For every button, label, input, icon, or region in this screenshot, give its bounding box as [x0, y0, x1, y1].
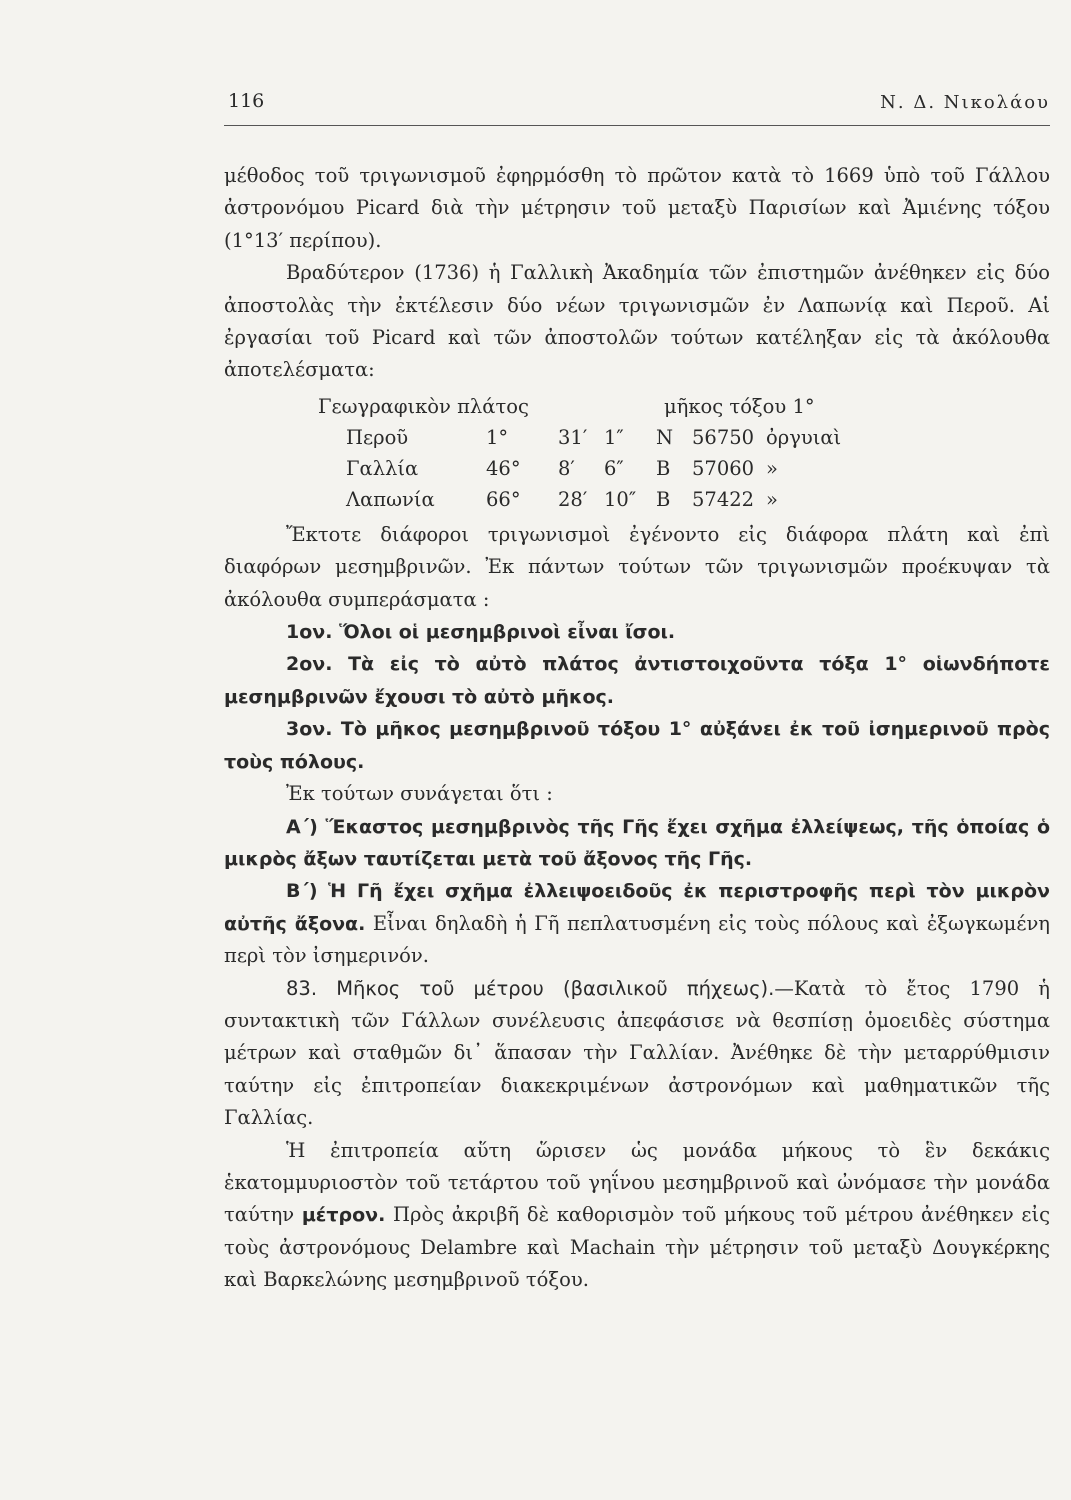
- result-text: Ἡ Γῆ ἔχει σχῆμα ἐλλειψοειδοῦς ἐκ περιστροφῆς περὶ τὸν μικρὸν αὐτῆς ἄξονα.: [224, 880, 1050, 935]
- results-table: [224, 391, 1050, 515]
- paragraph-triangulations: Ἔκτοτε διάφοροι τριγωνισμοὶ ἐγένοντο εἰς διάφορα πλάτη καὶ ἐπὶ διαφόρων μεσημβρινῶν. Ἐκ πάντων τούτων τῶν τριγωνισμῶν προέκυψαν τὰ ἀκόλουθα συμπεράσματα :: [224, 522, 1050, 611]
- table-row: [224, 484, 1050, 515]
- header-latitude: Γεωγραφικὸν πλάτος: [318, 394, 529, 418]
- conclusion-3: [224, 713, 1050, 778]
- result-text: Ἕκαστος μεσημβρινὸς τῆς Γῆς ἔχει σχῆμα ἐλλείψεως, τῆς ὁποίας ὁ μικρὸς ἄξων ταυτίζεται μετὰ τοῦ ἄξονος τῆς Γῆς.: [224, 815, 1050, 870]
- section-text: —Κατὰ τὸ ἔτος 1790 ἡ συντακτικὴ τῶν Γάλλων συνέλευσις ἀπεφάσισε νὰ θεσπίσῃ ὁμοειδὲς σύστημα μέτρων καὶ σταθμῶν δι᾽ ἅπασαν τὴν Γαλλίαν. Ἀνέθηκε δὲ τὴν μεταρρύθμισιν ταύτην εἰς ἐπιτροπείαν διακεκριμένων ἀστρονόμων καὶ μαθηματικῶν τῆς Γαλλίας.: [224, 976, 1050, 1130]
- committee-text-a: Ἡ ἐπιτροπεία αὕτη ὥρισεν ὡς μονάδα μήκους τὸ ἓν δεκάκις ἑκατομμυριοστὸν τοῦ τετάρτου τοῦ γηΐνου μεσημβρινοῦ καὶ ὠνόμασε τὴν μονάδα ταύτην: [224, 1138, 1050, 1227]
- page-body: [224, 160, 1050, 1297]
- row-seconds: 10″: [604, 487, 637, 511]
- row-unit: »: [766, 456, 778, 480]
- conclusion-text: Τὰ εἰς τὸ αὐτὸ πλάτος ἀντιστοιχοῦντα τόξα 1° οἱωνδήποτε μεσημβρινῶν ἔχουσι τὸ αὐτὸ μῆκος.: [224, 653, 1050, 708]
- header-arc-length: μῆκος τόξου 1°: [664, 394, 815, 418]
- conclusion-number: 2ον.: [286, 653, 333, 676]
- row-unit: ὀργυιαὶ: [766, 425, 842, 449]
- section-number: 83.: [286, 976, 318, 1000]
- header-rule: [224, 125, 1050, 126]
- row-direction: N: [656, 425, 674, 449]
- result-b-explanation: Εἶναι δηλαδὴ ἡ Γῆ πεπλατυσμένη εἰς τοὺς πόλους καὶ ἐξωγκωμένη περὶ τὸν ἰσημερινόν.: [224, 911, 1050, 968]
- row-direction: B: [656, 487, 671, 511]
- row-value: 57422: [692, 487, 755, 511]
- row-value: 56750: [692, 425, 755, 449]
- page-number: 116: [228, 90, 265, 112]
- row-seconds: 6″: [604, 456, 624, 480]
- row-direction: B: [656, 456, 671, 480]
- row-unit: »: [766, 487, 778, 511]
- table-row: [224, 422, 1050, 453]
- running-head: Ν. Δ. Νικολάου: [880, 92, 1050, 113]
- row-seconds: 1″: [604, 425, 624, 449]
- conclusion-text: Ὅλοι οἱ μεσημβρινοὶ εἶναι ἴσοι.: [339, 621, 676, 644]
- result-label: Β΄): [286, 880, 318, 903]
- conclusion-2: [224, 648, 1050, 713]
- committee-text-b: Πρὸς ἀκριβῆ δὲ καθορισμὸν τοῦ μήκους τοῦ μέτρου ἀνέθηκεν εἰς τοὺς ἀστρονόμους Delambre καὶ Machain τὴν μέτρησιν τοῦ μεταξὺ Δουγκέρκης καὶ Βαρκελώνης μεσημβρινοῦ τόξου.: [224, 1203, 1051, 1292]
- conclusion-number: 3ον.: [286, 718, 333, 741]
- conclusion-number: 1ον.: [286, 621, 333, 644]
- paragraph-committee: [224, 1135, 1050, 1297]
- conclusion-text: Τὸ μῆκος μεσημβρινοῦ τόξου 1° αὐξάνει ἐκ τοῦ ἰσημερινοῦ πρὸς τοὺς πόλους.: [224, 718, 1050, 773]
- row-place: Λαπωνία: [346, 487, 435, 511]
- table-row: [224, 453, 1050, 484]
- row-degrees: 46°: [486, 456, 521, 480]
- result-label: Α΄): [286, 815, 318, 838]
- section-83-paragraph: [224, 973, 1050, 1135]
- row-place: Γαλλία: [346, 456, 419, 480]
- result-b-paragraph: [224, 875, 1050, 972]
- row-value: 57060: [692, 456, 755, 480]
- metre-term: μέτρον.: [301, 1204, 386, 1227]
- result-a: [224, 811, 1050, 876]
- row-minutes: 31′: [558, 425, 588, 449]
- section-title: Μῆκος τοῦ μέτρου (βασιλικοῦ πήχεως).: [336, 976, 775, 1000]
- conclusion-1: [224, 616, 1050, 648]
- paragraph-academy: Βραδύτερον (1736) ἡ Γαλλικὴ Ἀκαδημία τῶν ἐπιστημῶν ἀνέθηκεν εἰς δύο ἀποστολὰς τὴν ἐκτέλεσιν δύο νέων τριγωνισμῶν ἐν Λαπωνίᾳ καὶ Περοῦ. Αἱ ἐργασίαι τοῦ Picard καὶ τῶν ἀποστολῶν τούτων κατέληξαν εἰς τὰ ἀκόλουθα ἀποτελέσματα:: [224, 261, 1050, 382]
- row-minutes: 8′: [558, 456, 575, 480]
- row-degrees: 1°: [486, 425, 509, 449]
- row-degrees: 66°: [486, 487, 521, 511]
- paragraph-hence: Ἐκ τούτων συνάγεται ὅτι :: [286, 782, 553, 806]
- page-header: [224, 90, 1050, 120]
- row-minutes: 28′: [558, 487, 588, 511]
- paragraph-method: μέθοδος τοῦ τριγωνισμοῦ ἐφηρμόσθη τὸ πρῶτον κατὰ τὸ 1669 ὑπὸ τοῦ Γάλλου ἀστρονόμου Picard διὰ τὴν μέτρησιν τοῦ μεταξὺ Παρισίων καὶ Ἀμιένης τόξου (1°13′ περίπου).: [224, 164, 1050, 252]
- row-place: Περοῦ: [346, 425, 409, 449]
- table-header: [224, 391, 1050, 422]
